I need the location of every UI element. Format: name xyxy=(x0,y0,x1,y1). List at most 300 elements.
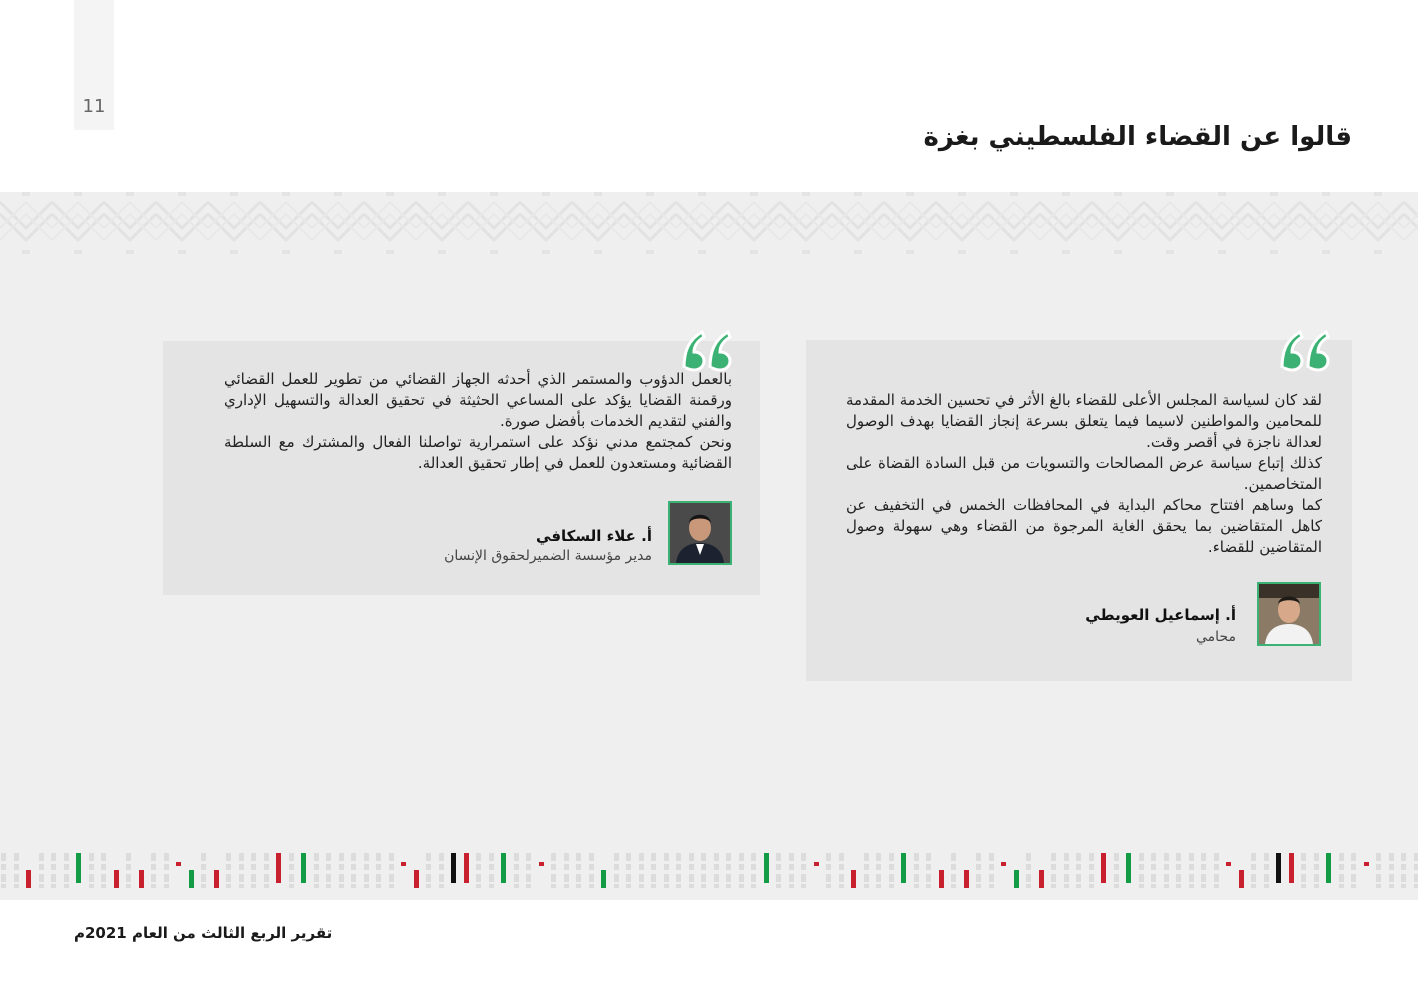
pattern-bar xyxy=(1064,853,1069,861)
pattern-bar xyxy=(614,864,619,870)
pattern-bar xyxy=(426,864,431,870)
pattern-bar xyxy=(1201,874,1206,882)
flag-bar xyxy=(964,870,969,888)
pattern-bar xyxy=(676,884,681,888)
pattern-bar xyxy=(739,884,744,888)
pattern-bar xyxy=(339,864,344,870)
pattern-bar xyxy=(914,853,919,861)
pattern-bar xyxy=(751,884,756,888)
pattern-bar xyxy=(714,864,719,870)
pattern-bar xyxy=(1201,864,1206,870)
pattern-bar xyxy=(676,853,681,861)
pattern-bar xyxy=(514,864,519,870)
pattern-bar xyxy=(1176,864,1181,870)
pattern-bar xyxy=(1339,884,1344,888)
pattern-bar xyxy=(1189,874,1194,882)
pattern-bar xyxy=(751,864,756,870)
pattern-bar xyxy=(1251,884,1256,888)
pattern-bar xyxy=(1251,864,1256,870)
pattern-bar xyxy=(476,864,481,870)
pattern-bar xyxy=(51,864,56,870)
pattern-bar xyxy=(639,853,644,861)
quote-icon xyxy=(678,328,734,372)
pattern-bar xyxy=(326,864,331,870)
pattern-bar xyxy=(1089,864,1094,870)
pattern-bar xyxy=(739,864,744,870)
pattern-bar xyxy=(1401,853,1406,861)
pattern-bar xyxy=(889,853,894,861)
person-photo xyxy=(1257,582,1321,646)
flag-bar xyxy=(114,870,119,888)
pattern-bar xyxy=(664,864,669,870)
pattern-bar xyxy=(701,853,706,861)
pattern-bar xyxy=(864,864,869,870)
pattern-bar xyxy=(1139,864,1144,870)
pattern-bar xyxy=(526,853,531,861)
pattern-bar xyxy=(251,853,256,861)
pattern-bar xyxy=(226,853,231,861)
pattern-bar xyxy=(351,864,356,870)
flag-bar xyxy=(764,853,769,883)
pattern-bar xyxy=(926,853,931,861)
pattern-bar xyxy=(1351,884,1356,888)
pattern-bar xyxy=(876,884,881,888)
pattern-bar xyxy=(1026,853,1031,861)
pattern-bar xyxy=(201,864,206,870)
flag-bar xyxy=(464,853,469,883)
pattern-bar xyxy=(651,874,656,882)
pattern-bar xyxy=(889,874,894,882)
pattern-bar xyxy=(926,864,931,870)
flag-bar xyxy=(1014,870,1019,888)
pattern-bar xyxy=(1151,853,1156,861)
pattern-bar xyxy=(489,864,494,870)
pattern-bar xyxy=(1339,864,1344,870)
pattern-bar xyxy=(326,884,331,888)
testimonial-paragraph: ونحن كمجتمع مدني نؤكد على استمرارية تواصلنا الفعال والمشترك مع السلطة القضائية ومستعدون للعمل في إطار تحقيق العدالة. xyxy=(224,433,732,472)
flag-bar xyxy=(26,870,31,888)
pattern-bar xyxy=(314,874,319,882)
pattern-bar xyxy=(326,853,331,861)
pattern-bar xyxy=(64,864,69,870)
pattern-bar xyxy=(389,874,394,882)
flag-bar xyxy=(1289,853,1294,883)
testimonial-card-right xyxy=(806,340,1352,681)
pattern-bar xyxy=(626,874,631,882)
pattern-bar xyxy=(1164,864,1169,870)
pattern-bar xyxy=(514,874,519,882)
flag-bar xyxy=(814,862,819,866)
pattern-bar xyxy=(951,853,956,861)
pattern-bar xyxy=(914,864,919,870)
pattern-bar xyxy=(289,874,294,882)
pattern-bar xyxy=(1176,874,1181,882)
pattern-bar xyxy=(476,853,481,861)
pattern-bar xyxy=(201,884,206,888)
person-name: أ. إسماعيل العويطي xyxy=(1085,606,1236,624)
pattern-bar xyxy=(39,864,44,870)
pattern-bar xyxy=(714,884,719,888)
pattern-bar xyxy=(314,864,319,870)
pattern-bar xyxy=(14,874,19,882)
pattern-bar xyxy=(1264,853,1269,861)
pattern-bar xyxy=(789,864,794,870)
pattern-bar xyxy=(1376,853,1381,861)
pattern-bar xyxy=(489,874,494,882)
flag-bar xyxy=(1364,862,1369,866)
pattern-bar xyxy=(926,874,931,882)
pattern-bar xyxy=(1376,884,1381,888)
pattern-bar xyxy=(376,874,381,882)
pattern-bar xyxy=(1114,884,1119,888)
pattern-bar xyxy=(1139,874,1144,882)
pattern-bar xyxy=(1351,874,1356,882)
pattern-bar xyxy=(776,884,781,888)
page-number: 11 xyxy=(82,96,106,117)
pattern-bar xyxy=(314,853,319,861)
pattern-bar xyxy=(951,884,956,888)
pattern-bar xyxy=(876,874,881,882)
pattern-bar xyxy=(1314,884,1319,888)
pattern-bar xyxy=(739,853,744,861)
pattern-bar xyxy=(751,853,756,861)
pattern-bar xyxy=(676,864,681,870)
testimonial-paragraph: كما وساهم افتتاح محاكم البداية في المحافظات الخمس في التخفيف عن كاهل المتقاضين بما يحقق الغاية المرجوة من القضاء وهي سهولة وصول المتقاضين للقضاء. xyxy=(846,496,1322,556)
pattern-bar xyxy=(64,884,69,888)
pattern-bar xyxy=(526,884,531,888)
pattern-bar xyxy=(714,874,719,882)
flag-bar xyxy=(414,870,419,888)
pattern-bar xyxy=(626,853,631,861)
pattern-bar xyxy=(626,864,631,870)
pattern-bar xyxy=(426,874,431,882)
pattern-bar xyxy=(1189,864,1194,870)
pattern-bar xyxy=(564,853,569,861)
pattern-bar xyxy=(164,853,169,861)
pattern-bar xyxy=(1189,853,1194,861)
pattern-bar xyxy=(14,864,19,870)
pattern-bar xyxy=(51,853,56,861)
pattern-bar xyxy=(701,864,706,870)
pattern-bar xyxy=(989,864,994,870)
pattern-bar xyxy=(651,864,656,870)
pattern-bar xyxy=(1176,884,1181,888)
pattern-bar xyxy=(726,884,731,888)
flag-bar xyxy=(1276,853,1281,883)
pattern-bar xyxy=(351,874,356,882)
testimonial-text xyxy=(224,369,732,474)
pattern-bar xyxy=(826,864,831,870)
flag-bar xyxy=(301,853,306,883)
pattern-bar xyxy=(826,853,831,861)
pattern-bar xyxy=(776,853,781,861)
pattern-bar xyxy=(801,884,806,888)
pattern-bar xyxy=(1339,874,1344,882)
pattern-bar xyxy=(289,853,294,861)
pattern-bar xyxy=(1139,884,1144,888)
pattern-bar xyxy=(364,864,369,870)
pattern-bar xyxy=(789,874,794,882)
flag-bar xyxy=(1001,862,1006,866)
pattern-bar xyxy=(64,853,69,861)
person-role: محامي xyxy=(1196,629,1236,645)
pattern-bar xyxy=(39,853,44,861)
pattern-bar xyxy=(876,864,881,870)
flag-bar xyxy=(451,853,456,883)
pattern-bar xyxy=(1314,864,1319,870)
testimonial-paragraph: كذلك إتباع سياسة عرض المصالحات والتسويات من قبل السادة القضاة على المتخاصمين. xyxy=(846,454,1322,493)
pattern-bar xyxy=(1201,884,1206,888)
pattern-bar xyxy=(1164,853,1169,861)
pattern-bar xyxy=(14,853,19,861)
pattern-bar xyxy=(426,884,431,888)
pattern-bar xyxy=(1051,853,1056,861)
pattern-bar xyxy=(389,884,394,888)
pattern-bar xyxy=(101,884,106,888)
flag-bar xyxy=(76,853,81,883)
pattern-bar xyxy=(989,853,994,861)
pattern-bar xyxy=(439,853,444,861)
pattern-bar xyxy=(164,884,169,888)
pattern-bar xyxy=(976,853,981,861)
pattern-bar xyxy=(314,884,319,888)
pattern-bar xyxy=(551,884,556,888)
pattern-bar xyxy=(826,874,831,882)
pattern-bar xyxy=(151,864,156,870)
pattern-bar xyxy=(914,874,919,882)
pattern-bar xyxy=(651,884,656,888)
pattern-bar xyxy=(226,864,231,870)
pattern-bar xyxy=(989,884,994,888)
pattern-bar xyxy=(951,874,956,882)
decorative-flag-bars xyxy=(0,850,1418,892)
pattern-bar xyxy=(1414,864,1418,870)
pattern-bar xyxy=(489,853,494,861)
pattern-bar xyxy=(376,853,381,861)
pattern-bar xyxy=(164,874,169,882)
pattern-bar xyxy=(976,874,981,882)
pattern-bar xyxy=(551,864,556,870)
pattern-bar xyxy=(51,874,56,882)
pattern-bar xyxy=(1076,864,1081,870)
pattern-bar xyxy=(264,864,269,870)
pattern-bar xyxy=(826,884,831,888)
pattern-bar xyxy=(1064,874,1069,882)
pattern-bar xyxy=(1214,864,1219,870)
pattern-bar xyxy=(376,884,381,888)
flag-bar xyxy=(939,870,944,888)
flag-bar xyxy=(176,862,181,866)
pattern-bar xyxy=(801,874,806,882)
pattern-bar xyxy=(514,853,519,861)
pattern-bar xyxy=(476,884,481,888)
pattern-bar xyxy=(889,884,894,888)
pattern-bar xyxy=(664,874,669,882)
flag-bar xyxy=(1101,853,1106,883)
pattern-bar xyxy=(864,884,869,888)
pattern-bar xyxy=(14,884,19,888)
pattern-bar xyxy=(1301,884,1306,888)
flag-bar xyxy=(1226,862,1231,866)
pattern-bar xyxy=(1164,874,1169,882)
pattern-bar xyxy=(1089,874,1094,882)
flag-bar xyxy=(139,870,144,888)
pattern-bar xyxy=(751,874,756,882)
pattern-bar xyxy=(251,874,256,882)
pattern-bar xyxy=(689,853,694,861)
pattern-bar xyxy=(526,864,531,870)
decorative-pattern xyxy=(0,192,1418,254)
pattern-bar xyxy=(1089,853,1094,861)
pattern-bar xyxy=(1314,874,1319,882)
pattern-bar xyxy=(1214,874,1219,882)
pattern-bar xyxy=(1314,853,1319,861)
pattern-bar xyxy=(251,884,256,888)
pattern-bar xyxy=(1214,884,1219,888)
pattern-bar xyxy=(201,874,206,882)
pattern-bar xyxy=(714,853,719,861)
pattern-bar xyxy=(1264,874,1269,882)
pattern-bar xyxy=(876,853,881,861)
pattern-bar xyxy=(1214,853,1219,861)
flag-bar xyxy=(1326,853,1331,883)
pattern-bar xyxy=(264,853,269,861)
quote-icon xyxy=(1276,328,1332,372)
pattern-bar xyxy=(614,853,619,861)
pattern-bar xyxy=(64,874,69,882)
pattern-bar xyxy=(576,864,581,870)
pattern-bar xyxy=(614,874,619,882)
pattern-bar xyxy=(1114,864,1119,870)
pattern-bar xyxy=(89,853,94,861)
pattern-bar xyxy=(239,884,244,888)
pattern-bar xyxy=(1376,864,1381,870)
pattern-bar xyxy=(39,884,44,888)
pattern-bar xyxy=(101,864,106,870)
pattern-bar xyxy=(976,884,981,888)
pattern-bar xyxy=(1051,884,1056,888)
pattern-bar xyxy=(89,874,94,882)
pattern-bar xyxy=(676,874,681,882)
pattern-bar xyxy=(1414,853,1418,861)
pattern-bar xyxy=(839,853,844,861)
pattern-bar xyxy=(1401,864,1406,870)
pattern-bar xyxy=(389,853,394,861)
pattern-bar xyxy=(1051,864,1056,870)
pattern-bar xyxy=(1389,874,1394,882)
pattern-bar xyxy=(689,884,694,888)
pattern-bar xyxy=(126,884,131,888)
pattern-bar xyxy=(101,874,106,882)
pattern-bar xyxy=(1301,853,1306,861)
pattern-bar xyxy=(1139,853,1144,861)
pattern-bar xyxy=(439,864,444,870)
pattern-bar xyxy=(664,853,669,861)
pattern-bar xyxy=(1076,853,1081,861)
pattern-bar xyxy=(514,884,519,888)
pattern-bar xyxy=(439,884,444,888)
pattern-bar xyxy=(639,884,644,888)
pattern-bar xyxy=(289,864,294,870)
pattern-bar xyxy=(1351,853,1356,861)
page-title: قالوا عن القضاء الفلسطيني بغزة xyxy=(923,122,1352,152)
pattern-bar xyxy=(239,853,244,861)
pattern-bar xyxy=(951,864,956,870)
pattern-bar xyxy=(239,874,244,882)
pattern-bar xyxy=(1401,884,1406,888)
pattern-bar xyxy=(726,853,731,861)
pattern-bar xyxy=(1301,874,1306,882)
pattern-bar xyxy=(914,884,919,888)
flag-bar xyxy=(1126,853,1131,883)
pattern-bar xyxy=(1414,874,1418,882)
pattern-bar xyxy=(1176,853,1181,861)
pattern-bar xyxy=(1051,874,1056,882)
pattern-bar xyxy=(364,874,369,882)
pattern-bar xyxy=(1089,884,1094,888)
pattern-bar xyxy=(576,853,581,861)
pattern-bar xyxy=(389,864,394,870)
pattern-bar xyxy=(789,853,794,861)
pattern-bar xyxy=(1064,884,1069,888)
pattern-bar xyxy=(476,874,481,882)
pattern-bar xyxy=(564,874,569,882)
pattern-bar xyxy=(126,864,131,870)
pattern-bar xyxy=(639,874,644,882)
flag-bar xyxy=(851,870,856,888)
testimonial-paragraph: لقد كان لسياسة المجلس الأعلى للقضاء بالغ الأثر في تحسين الخدمة المقدمة للمحامين والمواطنين لاسيما فيما يتعلق بسرعة إنجاز القضايا بهدف الوصول لعدالة ناجزة في أقصر وقت. xyxy=(846,391,1322,451)
pattern-bar xyxy=(664,884,669,888)
pattern-bar xyxy=(589,853,594,861)
pattern-bar xyxy=(589,874,594,882)
pattern-bar xyxy=(1114,853,1119,861)
flag-bar xyxy=(1239,870,1244,888)
pattern-bar xyxy=(701,874,706,882)
pattern-bar xyxy=(351,884,356,888)
pattern-bar xyxy=(151,853,156,861)
pattern-bar xyxy=(489,884,494,888)
pattern-bar xyxy=(51,884,56,888)
pattern-bar xyxy=(1064,864,1069,870)
pattern-bar xyxy=(926,884,931,888)
pattern-bar xyxy=(801,853,806,861)
pattern-bar xyxy=(889,864,894,870)
pattern-bar xyxy=(614,884,619,888)
flag-bar xyxy=(189,870,194,888)
testimonial-text xyxy=(846,390,1322,558)
pattern-bar xyxy=(376,864,381,870)
pattern-bar xyxy=(1026,864,1031,870)
pattern-bar xyxy=(626,884,631,888)
pattern-bar xyxy=(1151,874,1156,882)
pattern-bar xyxy=(1151,864,1156,870)
pattern-bar xyxy=(1164,884,1169,888)
pattern-bar xyxy=(164,864,169,870)
pattern-bar xyxy=(251,864,256,870)
pattern-bar xyxy=(639,864,644,870)
pattern-bar xyxy=(226,874,231,882)
testimonial-card-left xyxy=(163,341,760,595)
pattern-bar xyxy=(264,884,269,888)
pattern-bar xyxy=(1,874,6,882)
pattern-bar xyxy=(101,853,106,861)
pattern-bar xyxy=(239,864,244,870)
pattern-bar xyxy=(339,853,344,861)
pattern-bar xyxy=(651,853,656,861)
pattern-bar xyxy=(439,874,444,882)
pattern-bar xyxy=(551,874,556,882)
pattern-bar xyxy=(564,884,569,888)
